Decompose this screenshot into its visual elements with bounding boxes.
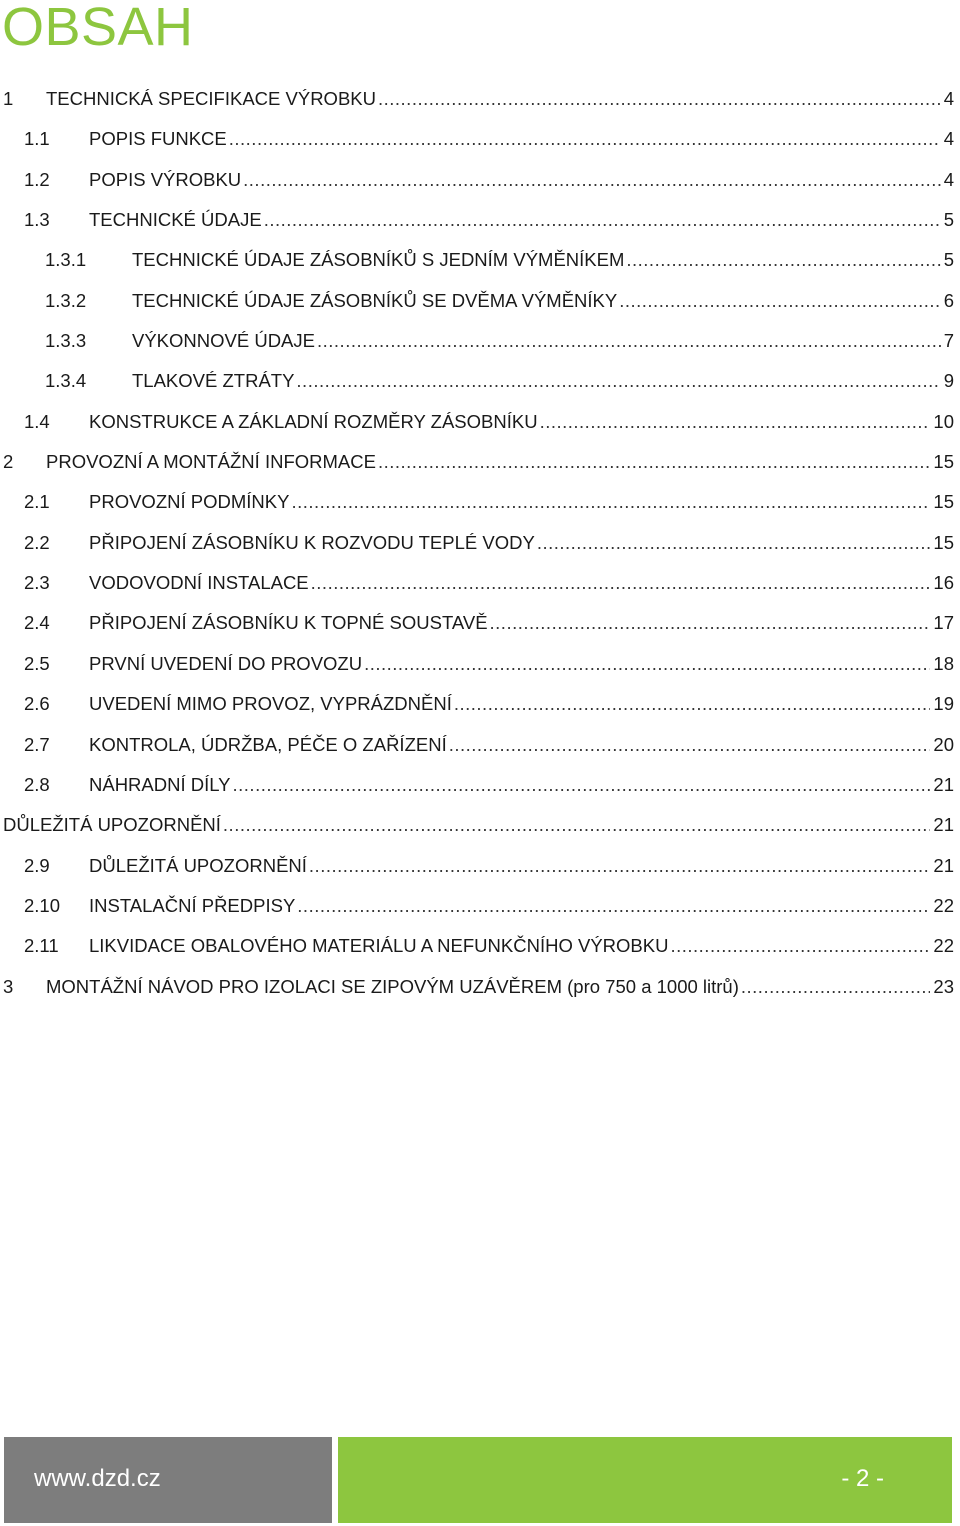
toc-dot-leader	[297, 895, 930, 917]
toc-entry-page: 21	[933, 773, 954, 795]
toc-dot-leader	[490, 612, 931, 634]
toc-entry-number: 1.3.3	[45, 330, 87, 352]
toc-entry[interactable]	[0, 895, 954, 935]
toc-dot-leader	[309, 855, 931, 877]
toc-entry-number: 1.3.4	[45, 370, 87, 392]
toc-entry-number: 2.6	[24, 693, 50, 715]
toc-dot-leader	[670, 935, 930, 957]
toc-dot-leader	[296, 370, 940, 392]
toc-entry[interactable]	[0, 370, 954, 410]
toc-entry-number: 1.3	[24, 209, 50, 231]
toc-entry-page: 19	[933, 693, 954, 715]
toc-dot-leader	[626, 249, 940, 271]
page-title: OBSAH	[2, 0, 194, 57]
toc-entry-page: 15	[933, 491, 954, 513]
toc-entry[interactable]	[0, 734, 954, 774]
toc-dot-leader	[540, 411, 931, 433]
toc-entry-page: 18	[933, 652, 954, 674]
toc-entry-number: 2.5	[24, 652, 50, 674]
toc-entry-page: 21	[933, 854, 954, 876]
footer-page-number: - 2 -	[841, 1465, 884, 1492]
toc-entry[interactable]	[0, 330, 954, 370]
toc-entry[interactable]	[0, 88, 954, 128]
toc-entry-title: KONTROLA, ÚDRŽBA, PÉČE O ZAŘÍZENÍ	[89, 733, 447, 755]
toc-entry-title: TECHNICKÉ ÚDAJE ZÁSOBNÍKŮ SE DVĚMA VÝMĚNÍKY	[132, 289, 618, 311]
toc-entry-number: 2.2	[24, 531, 50, 553]
toc-entry-title: VODOVODNÍ INSTALACE	[89, 572, 309, 594]
toc-entry[interactable]	[0, 653, 954, 693]
toc-entry-page: 22	[933, 935, 954, 957]
toc-entry-number: 2.10	[24, 894, 61, 916]
toc-entry-number: 1.2	[24, 168, 50, 190]
toc-entry-page: 15	[933, 531, 954, 553]
toc-entry-title: TECHNICKÉ ÚDAJE	[89, 209, 262, 231]
toc-entry-title: PŘIPOJENÍ ZÁSOBNÍKU K ROZVODU TEPLÉ VODY	[89, 531, 535, 553]
toc-entry-page: 5	[943, 209, 954, 231]
toc-dot-leader	[264, 209, 941, 231]
toc-entry-page: 17	[933, 612, 954, 634]
toc-entry-number: 2.3	[24, 572, 50, 594]
toc-entry-page: 6	[943, 289, 954, 311]
toc-entry[interactable]	[0, 249, 954, 289]
toc-dot-leader	[291, 491, 930, 513]
toc-dot-leader	[311, 572, 931, 594]
footer-url[interactable]: www.dzd.cz	[34, 1465, 161, 1492]
toc-dot-leader	[741, 976, 931, 998]
toc-entry-page: 23	[933, 975, 954, 997]
toc-entry-title: VÝKONNOVÉ ÚDAJE	[132, 330, 315, 352]
toc-entry-title: PŘIPOJENÍ ZÁSOBNÍKU K TOPNÉ SOUSTAVĚ	[89, 612, 488, 634]
toc-entry-title: POPIS FUNKCE	[89, 128, 227, 150]
toc-entry-title: PROVOZNÍ A MONTÁŽNÍ INFORMACE	[46, 451, 376, 473]
toc-dot-leader	[243, 169, 941, 191]
toc-entry[interactable]	[0, 572, 954, 612]
toc-entry-number: 2.1	[24, 491, 50, 513]
toc-entry-page: 4	[943, 128, 954, 150]
toc-entry-number: 2.9	[24, 854, 50, 876]
toc-entry[interactable]	[0, 935, 954, 975]
toc-entry-title: DŮLEŽITÁ UPOZORNĚNÍ	[3, 814, 221, 836]
toc-entry[interactable]	[0, 491, 954, 531]
toc-dot-leader	[233, 774, 931, 796]
toc-entry-title: MONTÁŽNÍ NÁVOD PRO IZOLACI SE ZIPOVÝM UZÁVĚREM (pro 750 a 1000 litrů)	[46, 975, 739, 997]
toc-dot-leader	[378, 88, 941, 110]
toc-dot-leader	[229, 128, 941, 150]
toc-entry-number: 2.7	[24, 733, 50, 755]
toc-entry-number: 1.3.2	[45, 289, 87, 311]
footer-page-bar	[338, 1437, 952, 1523]
toc-dot-leader	[223, 814, 931, 836]
toc-entry[interactable]	[0, 612, 954, 652]
toc-entry-title: INSTALAČNÍ PŘEDPISY	[89, 894, 296, 916]
toc-entry-title: KONSTRUKCE A ZÁKLADNÍ ROZMĚRY ZÁSOBNÍKU	[89, 410, 538, 432]
toc-entry[interactable]	[0, 532, 954, 572]
toc-dot-leader	[619, 290, 940, 312]
toc-entry-page: 4	[943, 168, 954, 190]
toc-entry-number: 2	[3, 451, 14, 473]
toc-entry[interactable]	[0, 693, 954, 733]
toc-entry-title: DŮLEŽITÁ UPOZORNĚNÍ	[89, 854, 307, 876]
toc-entry-page: 7	[943, 330, 954, 352]
toc-entry-page: 21	[933, 814, 954, 836]
toc-dot-leader	[449, 734, 931, 756]
toc-entry-number: 1.3.1	[45, 249, 87, 271]
toc-entry-title: TLAKOVÉ ZTRÁTY	[132, 370, 295, 392]
toc-entry-title: TECHNICKÉ ÚDAJE ZÁSOBNÍKŮ S JEDNÍM VÝMĚNÍKEM	[132, 249, 625, 271]
toc-entry-page: 15	[933, 451, 954, 473]
toc-entry[interactable]	[0, 855, 954, 895]
toc-dot-leader	[454, 693, 931, 715]
toc-entry-page: 20	[933, 733, 954, 755]
toc-entry[interactable]	[0, 976, 954, 1016]
toc-entry-title: POPIS VÝROBKU	[89, 168, 242, 190]
toc-entry-title: PROVOZNÍ PODMÍNKY	[89, 491, 290, 513]
toc-entry-title: TECHNICKÁ SPECIFIKACE VÝROBKU	[46, 88, 376, 109]
toc-entry-page: 4	[943, 88, 954, 109]
toc-dot-leader	[537, 532, 931, 554]
toc-entry-number: 1.1	[24, 128, 50, 150]
toc-entry-number: 1.4	[24, 410, 50, 432]
toc-entry-number: 2.11	[24, 935, 59, 957]
toc-entry[interactable]	[0, 169, 954, 209]
table-of-contents	[0, 88, 954, 1016]
toc-entry-number: 2.8	[24, 773, 50, 795]
toc-entry[interactable]	[0, 209, 954, 249]
toc-entry[interactable]	[0, 814, 954, 854]
toc-entry-page: 22	[933, 894, 954, 916]
toc-entry-number: 2.4	[24, 612, 50, 634]
toc-entry-page: 10	[933, 410, 954, 432]
footer-url-bar	[4, 1437, 332, 1523]
toc-entry-number: 3	[3, 975, 14, 997]
toc-entry-title: UVEDENÍ MIMO PROVOZ, VYPRÁZDNĚNÍ	[89, 693, 452, 715]
toc-dot-leader	[378, 451, 930, 473]
toc-dot-leader	[317, 330, 941, 352]
toc-entry-title: NÁHRADNÍ DÍLY	[89, 773, 231, 795]
toc-entry-page: 5	[943, 249, 954, 271]
toc-dot-leader	[364, 653, 930, 675]
toc-entry[interactable]	[0, 128, 954, 168]
toc-entry-number: 1	[3, 88, 14, 109]
toc-entry-page: 9	[943, 370, 954, 392]
toc-entry[interactable]	[0, 411, 954, 451]
toc-entry-title: PRVNÍ UVEDENÍ DO PROVOZU	[89, 652, 363, 674]
toc-entry[interactable]	[0, 451, 954, 491]
toc-entry-page: 16	[933, 572, 954, 594]
toc-entry[interactable]	[0, 774, 954, 814]
toc-entry[interactable]	[0, 290, 954, 330]
toc-entry-title: LIKVIDACE OBALOVÉHO MATERIÁLU A NEFUNKČNÍHO VÝROBKU	[89, 935, 669, 957]
